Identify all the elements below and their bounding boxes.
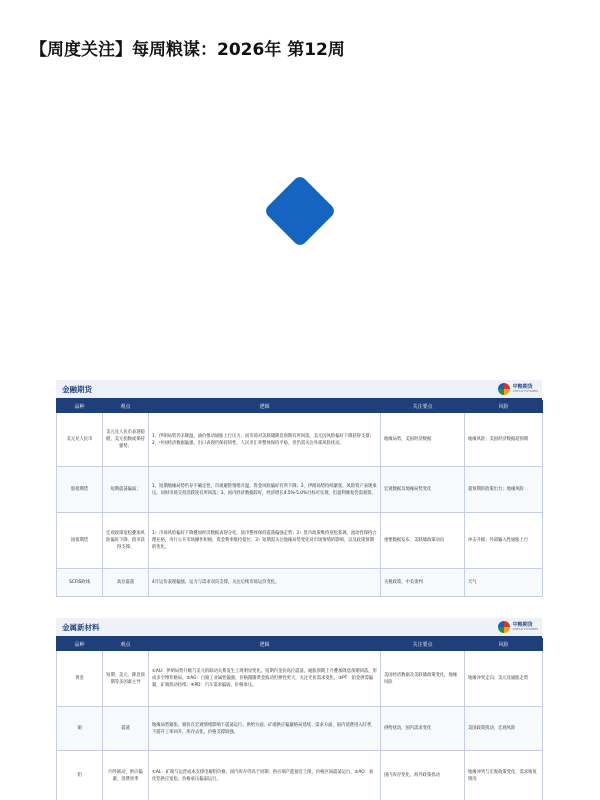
cell-variety: 美元兑人民币 — [57, 413, 103, 467]
cell-variety: 黄金 — [57, 651, 103, 707]
cell-view: 高位震荡 — [103, 569, 149, 597]
table-row — [57, 467, 543, 513]
table-header-row — [57, 401, 543, 413]
metals-table — [56, 638, 543, 800]
table-row — [57, 651, 543, 707]
page-title: 【周度关注】每周粮谋：2026年 第12周 — [30, 40, 345, 60]
cell-risk: 天气 — [465, 569, 543, 597]
header-logic: 逻辑 — [149, 401, 381, 413]
cell-focus: 重要数据发布，美联储政策动向 — [381, 513, 465, 569]
cell-risk: 地缘冲突与宏观政策变化，需求恢复情况 — [465, 751, 543, 800]
section-header — [56, 380, 542, 400]
cell-risk: 冲击升级；外部输入性通胀上行 — [465, 513, 543, 569]
company-logo — [498, 383, 538, 395]
cell-view: 震荡 — [103, 707, 149, 751]
cell-variety: 国债期货 — [57, 513, 103, 569]
logo-subname: COFCO FUTURES — [512, 389, 538, 393]
cell-variety: 股指期货 — [57, 467, 103, 513]
cell-risk: 地缘风险；美国经济数据超预期 — [465, 413, 543, 467]
cell-logic: 1、短期地缘局势仍存不确定性，市场避险情绪升温，资金风险偏好有所下降；2、伊朗局势持续紧张，风险资产表现承压，同时市场交投活跃度有所回落；3、国内经济数据较好，经济增长4.5%-5.0%目标可实现，但盈利修复仍需观察。 — [149, 467, 381, 513]
cell-focus: 关税政策、中美谈判 — [381, 569, 465, 597]
table-row — [57, 707, 543, 751]
header-variety: 品种 — [57, 639, 103, 651]
cell-focus: 地缘局势，美国经济数据 — [381, 413, 465, 467]
cell-view: 短期震荡偏弱； — [103, 467, 149, 513]
company-logo — [498, 621, 538, 633]
header-risk: 风险 — [465, 401, 543, 413]
cell-risk: 地缘冲突走向；美元及通胀走势 — [465, 651, 543, 707]
logo-name: 中粮期货 — [512, 622, 533, 628]
cell-logic: 地缘局势紧张，铜价在宏观情绪影响下震荡运行。供给方面，矿端供应偏紧格局延续；需求方面，国内消费进入旺季，下游开工率回升，库存去化，价格支撑较强。 — [149, 707, 381, 751]
section-title: 金融期货 — [62, 384, 92, 394]
cell-focus: 美国经济数据及美联储政策变化，地缘风险 — [381, 651, 465, 707]
table-row — [57, 751, 543, 800]
logo-mark-icon — [498, 383, 510, 395]
cell-risk: 美国政策扰动，宏观风险 — [465, 707, 543, 751]
financial-futures-section — [56, 380, 542, 597]
financial-table — [56, 400, 543, 597]
cell-logic: ①AL：矿端与运营成本支撑电解铝价格，国内库存仍高于同期；供应端产能接近上限，价格区间震荡运行。②AO：氧化铝供应宽松，价格承压偏弱运行。 — [149, 751, 381, 800]
table-row — [57, 569, 543, 597]
cell-logic: ①AU：伊朗局势升级与美元的联动关系发生上周明显变化。短期内金价高位震荡，通胀预期上升叠加降息预期回落，形成多空博弈格局。②AG：白银工业属性偏强，价格跟随黄金波动但弹性更大，关注光伏需求变化。③PT：铂金供需偏紧，矿端扰动持续；④PD：汽车需求偏弱，价格承压。 — [149, 651, 381, 707]
header-view: 观点 — [103, 639, 149, 651]
logo-mark-icon — [498, 621, 510, 633]
cell-logic: 1）市场风险偏好下降叠加经济数据表现分化，债市整体保持震荡偏强走势；2）货币政策维持宽松基调，流动性保持合理充裕，央行公开市场操作积极，资金利率维持低位；3）短期需关注地缘局势变化对市场情绪的影响，以及政策预期的变化。 — [149, 513, 381, 569]
cell-variety: 铝 — [57, 751, 103, 800]
header-logic: 逻辑 — [149, 639, 381, 651]
cell-focus: 国内库存变化，海外政策扰动 — [381, 751, 465, 800]
table-header-row — [57, 639, 543, 651]
cell-variety: 铜 — [57, 707, 103, 751]
header-risk: 风险 — [465, 639, 543, 651]
header-variety: 品种 — [57, 401, 103, 413]
cell-logic: 4月运价表现偏强，运力与需求双向支撑，关注后续市场运价变化。 — [149, 569, 381, 597]
cell-variety: SCFIS欧线 — [57, 569, 103, 597]
cell-view: 宏观政策宽松叠加风险偏好下降，债市获得支撑； — [103, 513, 149, 569]
diamond-logo-icon — [267, 178, 333, 244]
section-header — [56, 618, 542, 638]
table-row — [57, 513, 543, 569]
cell-view: 内外联动，供应偏紧，消费淡季 — [103, 751, 149, 800]
logo-subname: COFCO FUTURES — [512, 627, 538, 631]
metals-section — [56, 618, 542, 800]
header-view: 观点 — [103, 401, 149, 413]
cell-focus: 宏观数据及地缘局势变化 — [381, 467, 465, 513]
header-focus: 关注要点 — [381, 639, 465, 651]
table-row — [57, 413, 543, 467]
cell-view: 短期、美元、降息预期等多因素主导 — [103, 651, 149, 707]
cell-focus: 供给扰动，国内需求变化 — [381, 707, 465, 751]
header-focus: 关注要点 — [381, 401, 465, 413]
section-title: 金属新材料 — [62, 622, 100, 632]
cell-logic: 1、伊朗局势仍未降温，油价推动通胀上行压力，而市场对美联储降息预期有所回落，美元因风险偏好下降获得支撑；2、中国经济数据偏强，出口表现仍保持韧性，人民币汇率整体保持平稳，但仍需关注外部风险扰动。 — [149, 413, 381, 467]
logo-name: 中粮期货 — [512, 384, 533, 390]
cell-risk: 超预期的政策出台；地缘风险 — [465, 467, 543, 513]
cell-view: 美元兑人民币表现稳健，美元指数或保持强势； — [103, 413, 149, 467]
